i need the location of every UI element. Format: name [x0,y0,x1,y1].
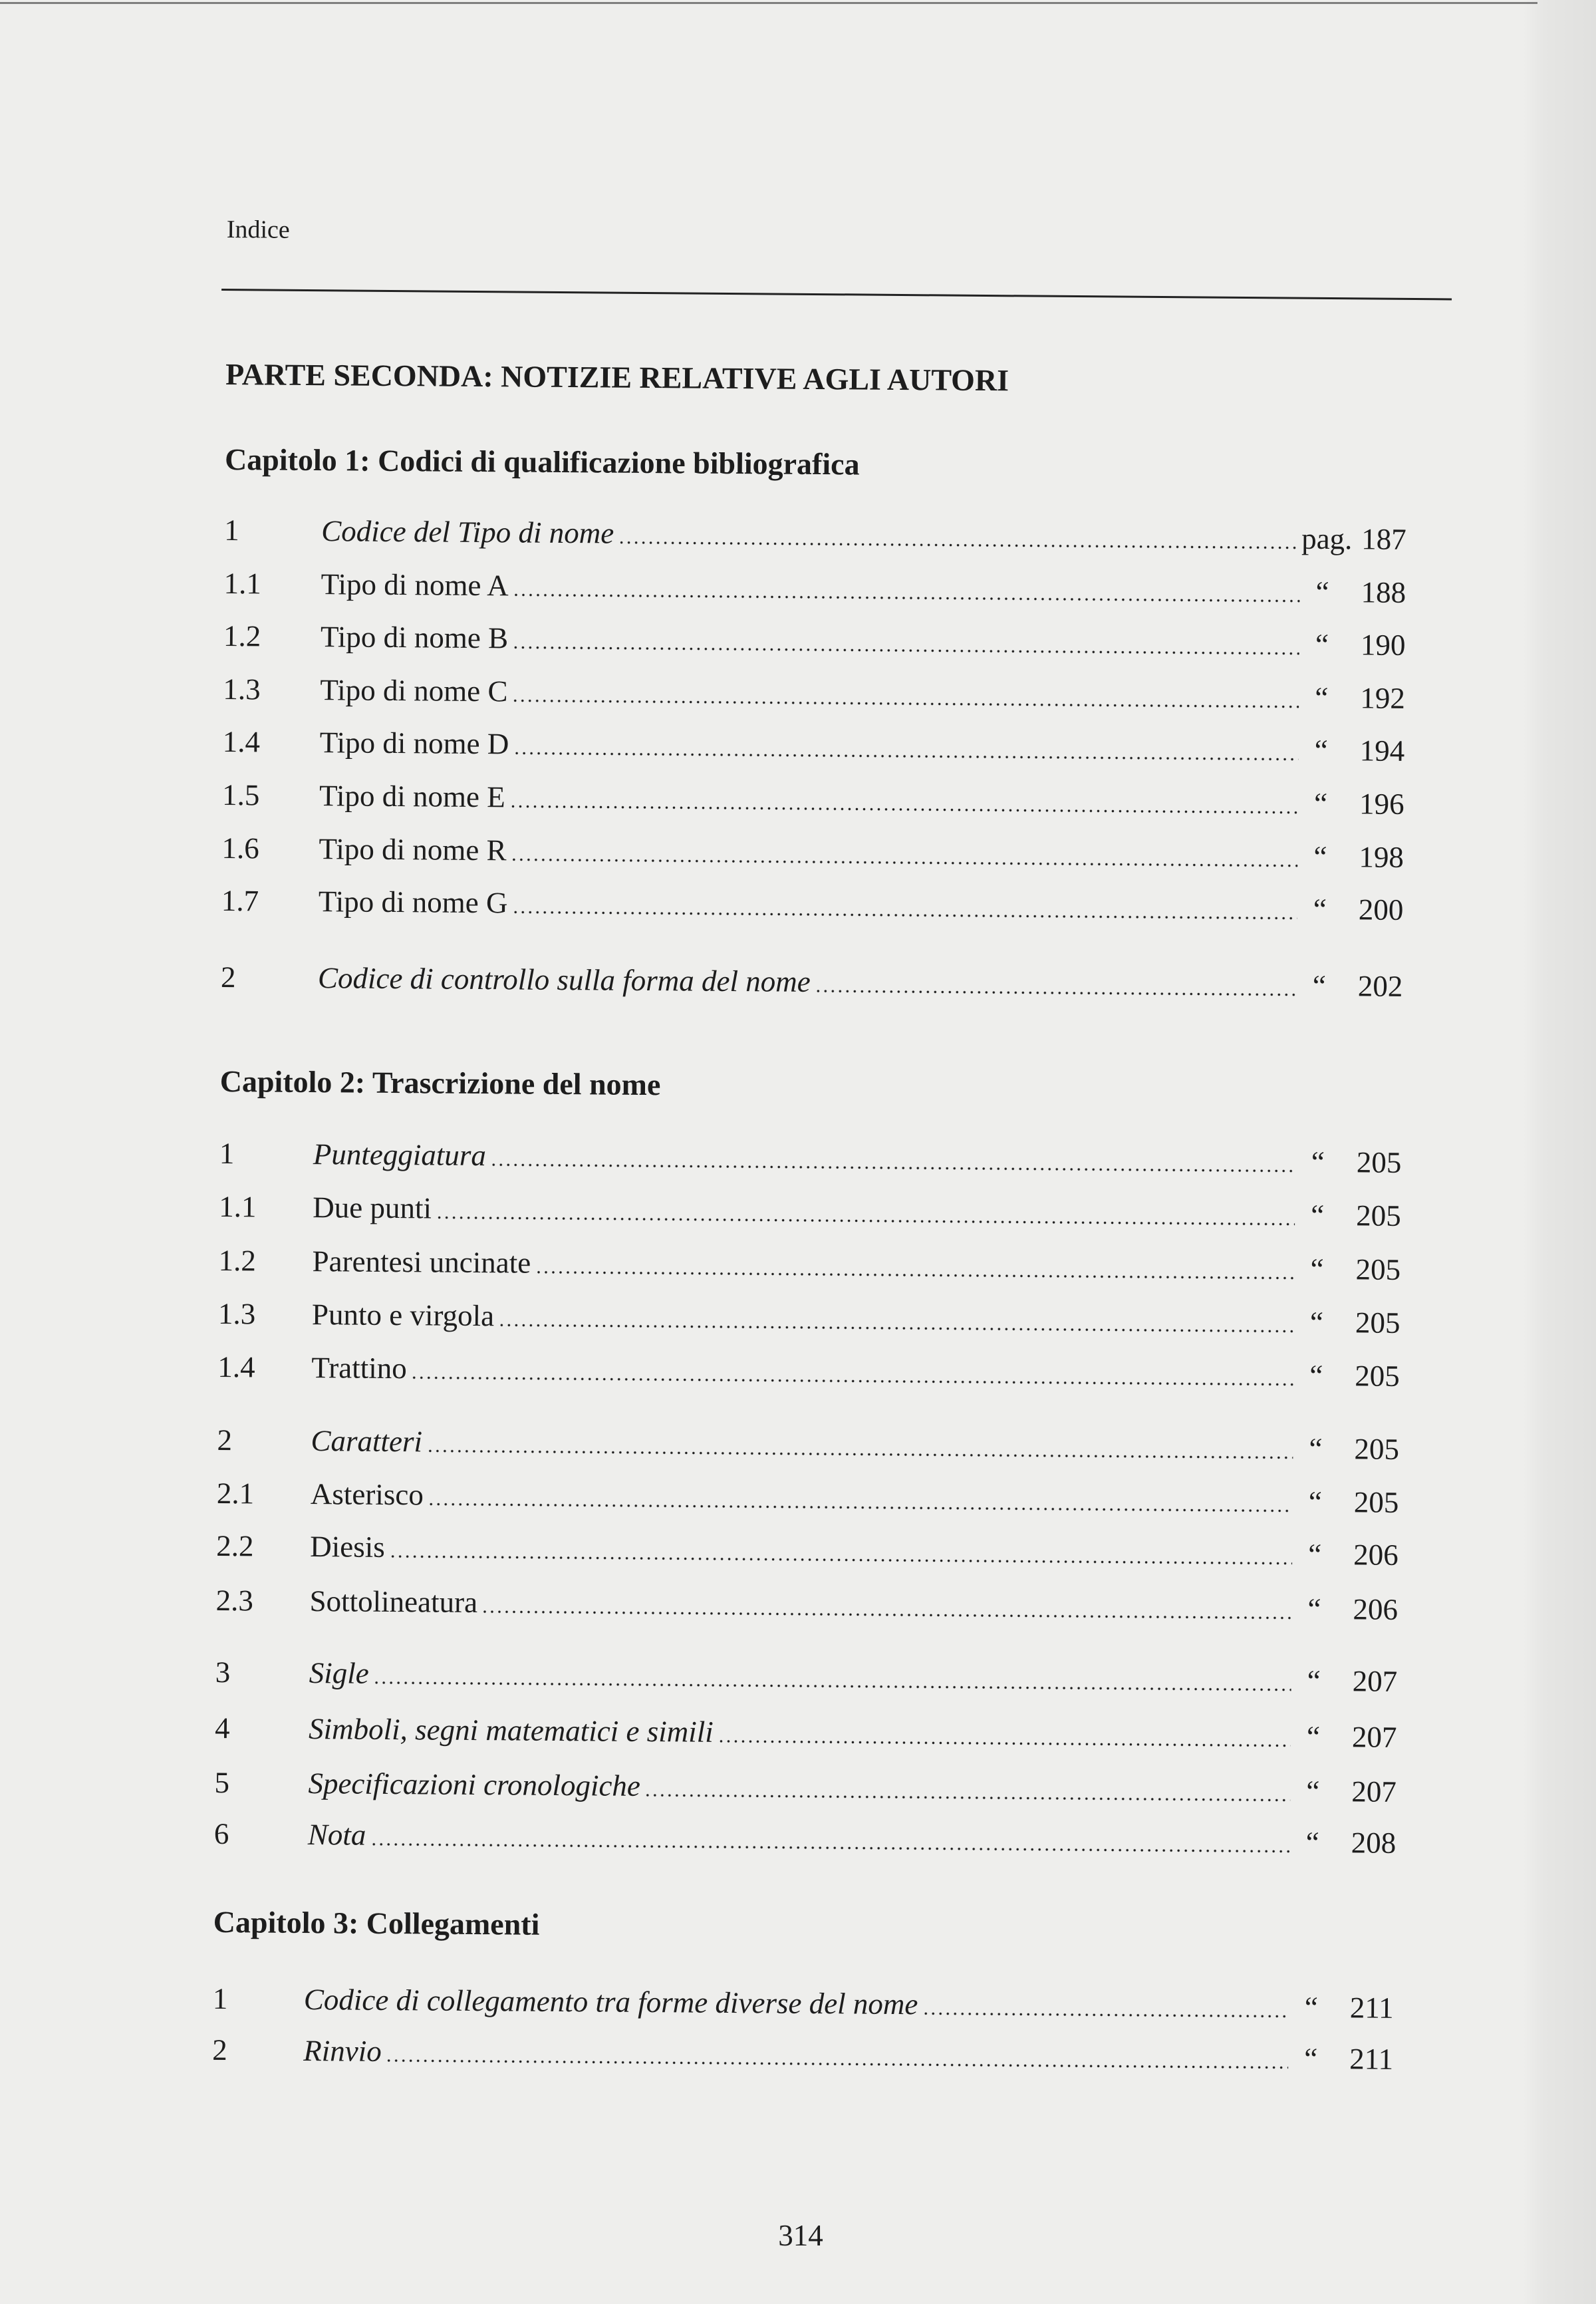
page-prefix: pag. [1301,521,1353,556]
entry-title: Trattino [311,1351,407,1385]
entry-page-number: 205 [1353,1485,1399,1519]
toc-entry [221,831,1405,875]
entry-title: Sottolineatura [309,1584,478,1620]
entry-number: 1.1 [219,1189,257,1224]
toc-entry [217,1350,1401,1393]
entry-number: 2.3 [215,1583,254,1618]
toc-entry [219,1136,1403,1180]
dot-leader [511,885,1297,926]
entry-number: 1.7 [221,883,259,918]
entry-number: 6 [213,1816,229,1851]
entry-title: Tipo di nome D [319,726,509,761]
entry-title: Codice di controllo sulla forma del nome [317,961,811,998]
chapter-heading: Capitolo 3: Collegamenti [213,1904,540,1942]
entry-number: 1.3 [217,1296,256,1331]
entry-page-number: 208 [1351,1826,1396,1860]
dot-leader [411,1351,1294,1392]
dot-leader [436,1191,1295,1232]
entry-page-number: 205 [1355,1252,1401,1286]
ditto-mark: “ [1309,1358,1323,1393]
toc-entry [224,513,1408,557]
ditto-mark: “ [1311,1145,1325,1179]
toc-entry [212,2033,1396,2077]
ditto-mark: “ [1309,1305,1324,1340]
entry-page-number: 211 [1349,2042,1394,2076]
entry-title: Tipo di nome R [319,832,507,867]
entry-number: 1.4 [222,724,261,759]
toc-entry [215,1711,1398,1755]
dot-leader [490,1138,1295,1179]
entry-page-number: 187 [1361,522,1406,556]
toc-entry [214,1816,1398,1860]
toc-entry [223,566,1407,610]
entry-number: 2 [212,2033,227,2067]
entry-page-number: 205 [1356,1199,1401,1232]
entry-title: Punto e virgola [311,1298,495,1333]
part-title: PARTE SECONDA: NOTIZIE RELATIVE AGLI AUTORI [225,357,1009,398]
ditto-mark: “ [1313,892,1327,927]
entry-number: 1.5 [221,778,260,812]
toc-entry [221,960,1404,1004]
entry-page-number: 205 [1354,1432,1400,1466]
entry-number: 1 [212,1981,228,2016]
ditto-mark: “ [1308,1485,1322,1519]
entry-title: Diesis [310,1530,385,1564]
entry-number: 3 [215,1655,231,1689]
ditto-mark: “ [1310,1252,1324,1286]
dot-leader [426,1424,1293,1465]
entry-page-number: 206 [1353,1592,1398,1626]
ditto-mark: “ [1314,733,1328,768]
dot-leader [370,1818,1290,1860]
dot-leader [510,833,1297,873]
dot-leader [512,621,1299,661]
entry-title: Parentesi uncinate [312,1244,531,1280]
dot-leader [389,1530,1293,1572]
entry-page-number: 205 [1356,1145,1402,1179]
entry-number: 1.2 [223,619,261,653]
ditto-mark: “ [1313,839,1327,874]
running-head: Indice [226,216,290,244]
entry-page-number: 188 [1361,575,1406,609]
ditto-mark: “ [1315,680,1329,715]
entry-page-number: 207 [1351,1720,1397,1754]
entry-title: Caratteri [311,1424,423,1459]
ditto-mark: “ [1315,575,1329,609]
ditto-mark: “ [1309,1431,1323,1466]
entry-title: Tipo di nome A [321,567,509,603]
toc-entry [223,672,1406,716]
ditto-mark: “ [1315,627,1329,662]
dot-leader [513,726,1299,767]
toc-entry [218,1296,1402,1340]
entry-title: Specificazioni cronologiche [308,1767,641,1802]
dot-leader [535,1246,1295,1286]
entry-number: 1 [219,1136,235,1171]
page-edge-shadow [1523,0,1596,2304]
entry-page-number: 205 [1355,1359,1400,1393]
toc-entry [216,1528,1400,1572]
dot-leader [718,1715,1291,1754]
entry-title: Punteggiatura [313,1137,487,1173]
toc-entry [218,1243,1402,1287]
ditto-mark: “ [1307,1663,1321,1697]
entry-page-number: 207 [1352,1664,1398,1698]
entry-page-number: 205 [1355,1306,1400,1340]
ditto-mark: “ [1305,1825,1319,1859]
entry-number: 2.1 [216,1476,255,1511]
dot-leader [373,1656,1291,1698]
entry-title: Sigle [309,1656,369,1690]
entry-page-number: 194 [1359,734,1405,768]
entry-number: 1 [224,513,239,547]
entry-title: Tipo di nome E [319,779,505,814]
dot-leader [428,1477,1293,1518]
entry-number: 2.2 [216,1528,254,1563]
toc-entry [215,1655,1399,1699]
entry-number: 1.1 [223,566,262,601]
entry-number: 2 [220,960,236,994]
dot-leader [498,1298,1294,1339]
entry-title: Rinvio [303,2034,382,2068]
entry-title: Nota [307,1818,366,1852]
entry-title: Due punti [313,1191,432,1225]
toc-entry [213,1981,1396,2025]
entry-title: Codice di collegamento tra forme diverse del nome [303,1983,918,2021]
entry-title: Codice del Tipo di nome [321,514,614,550]
entry-page-number: 200 [1358,893,1404,927]
page-content [187,200,1465,2098]
dot-leader [511,674,1299,714]
page-number: 314 [778,2219,823,2252]
entry-title: Tipo di nome B [320,620,509,655]
entry-page-number: 192 [1360,681,1406,715]
toc-entry [223,724,1406,768]
entry-page-number: 211 [1349,1991,1394,2025]
toc-entry [223,619,1407,662]
dot-leader [509,780,1299,820]
entry-title: Asterisco [310,1477,424,1512]
dot-leader [814,964,1297,1003]
chapter-heading: Capitolo 2: Trascrizione del nome [219,1064,661,1102]
dot-leader [513,568,1300,609]
ditto-mark: “ [1304,2041,1318,2075]
dot-leader [386,2034,1289,2076]
entry-number: 5 [214,1765,230,1800]
toc-entry [217,1423,1400,1467]
ditto-mark: “ [1306,1774,1320,1808]
dot-leader [644,1769,1291,1808]
ditto-mark: “ [1306,1719,1321,1753]
toc-entry [215,1583,1399,1627]
entry-page-number: 202 [1357,969,1403,1003]
entry-page-number: 190 [1360,628,1406,662]
entry-title: Tipo di nome C [320,673,508,708]
toc-entry [217,1476,1400,1520]
toc-entry [221,883,1405,927]
entry-number: 2 [217,1423,233,1457]
dot-leader [618,516,1300,556]
ditto-mark: “ [1304,1990,1319,2024]
page-top-edge [0,2,1537,4]
entry-number: 1.2 [218,1243,257,1278]
toc-entry [222,778,1406,821]
entry-number: 1.3 [223,672,261,706]
entry-number: 1.4 [217,1350,255,1384]
entry-title: Tipo di nome G [318,885,508,920]
toc-entry [219,1189,1402,1233]
entry-number: 4 [214,1711,230,1745]
header-rule [221,289,1452,301]
dot-leader [481,1585,1292,1626]
entry-page-number: 196 [1359,787,1404,821]
ditto-mark: “ [1307,1537,1322,1572]
entry-page-number: 207 [1351,1775,1397,1808]
toc-entry [214,1765,1398,1809]
entry-page-number: 206 [1353,1538,1398,1572]
entry-number: 1.6 [221,831,259,865]
ditto-mark: “ [1307,1592,1321,1626]
chapter-heading: Capitolo 1: Codici di qualificazione bibliografica [224,442,860,482]
ditto-mark: “ [1311,1198,1325,1232]
ditto-mark: “ [1312,968,1327,1003]
dot-leader [922,1987,1289,2024]
entry-page-number: 198 [1359,840,1404,874]
ditto-mark: “ [1313,786,1328,821]
entry-title: Simboli, segni matematici e simili [308,1712,714,1749]
